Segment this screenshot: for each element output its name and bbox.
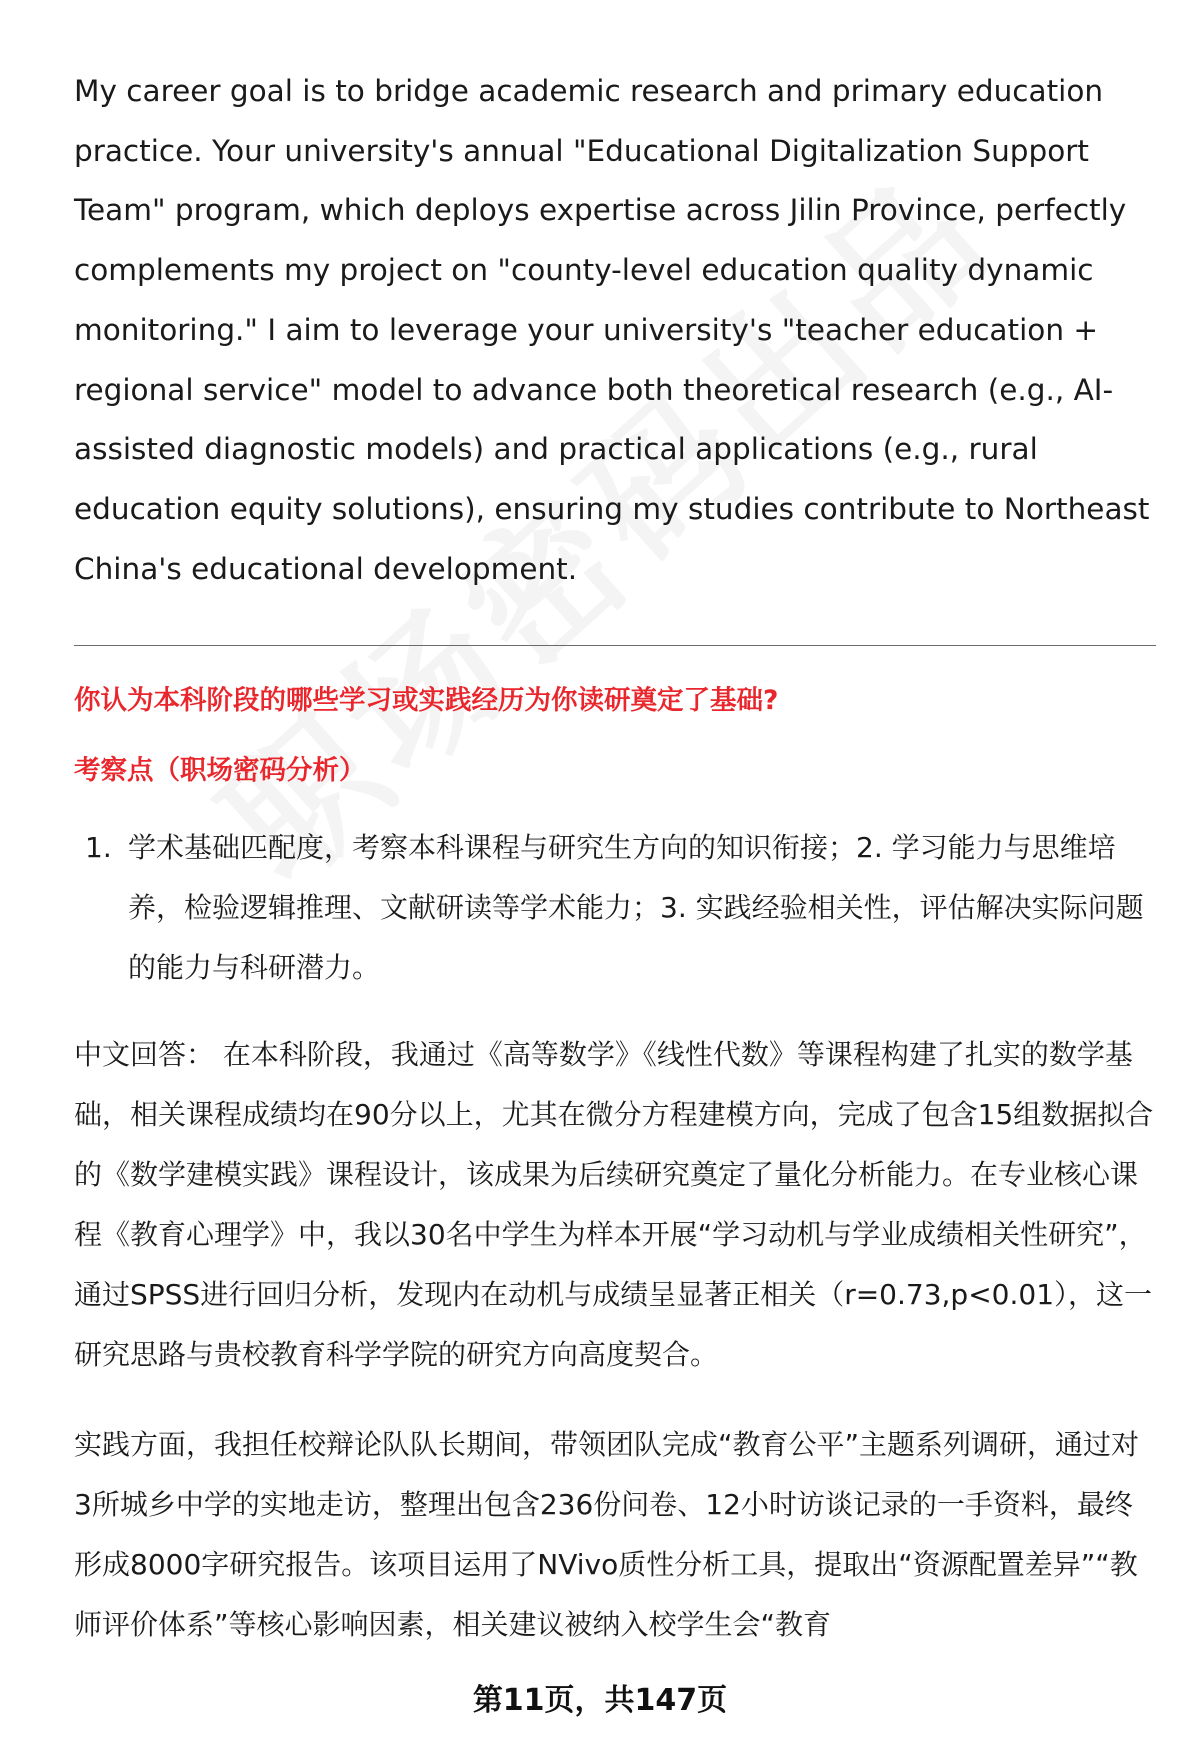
chinese-answer-text-1: 在本科阶段，我通过《高等数学》《线性代数》等课程构建了扎实的数学基础，相关课程成绩均在90分以上，尤其在微分方程建模方向，完成了包含15组数据拟合的《数学建模实践》课程设计，该成果为后续研究奠定了量化分析能力。在专业核心课程《教育心理学》中，我以30名中学生为样本开展“学习动机与学业成绩相关性研究”，通过SPSS进行回归分析，发现内在动机与成绩呈显著正相关（r=0.73,p<0.01），这一研究思路与贵校教育科学学院的研究方向高度契合。 [74, 1038, 1154, 1371]
chinese-answer-paragraph-2: 实践方面，我担任校辩论队队长期间，带领团队完成“教育公平”主题系列调研，通过对3所城乡中学的实地走访，整理出包含236份问卷、12小时访谈记录的一手资料，最终形成8000字研究报告。该项目运用了NVivo质性分析工具，提取出“资源配置差异”“教师评价体系”等核心影响因素，相关建议被纳入校学生会“教育 [74, 1428, 1140, 1641]
page-number-footer: 第11页，共147页 [472, 1683, 728, 1718]
english-answer-paragraph: My career goal is to bridge academic research and primary education practice. Your university's annual "Educational Digitalization Support Team" program, which deploys expertise across Jilin Province, perfectly complements my project on "county-level education quality dynamic monitoring." I aim to leverage your university's "teacher education + regional service" model to advance both theoretical research (e.g., AI-assisted diagnostic models) and practical applications (e.g., rural education equity solutions), ensuring my studies contribute to Northeast China's educational development. [74, 74, 1150, 586]
chinese-answer-paragraph-1 [74, 1025, 1156, 1385]
key-points-list [74, 818, 1156, 998]
english-answer-block [74, 62, 1156, 599]
question-heading: 你认为本科阶段的哪些学习或实践经历为你读研奠定了基础? [74, 685, 779, 716]
section-divider [74, 645, 1156, 646]
list-item-text: 学术基础匹配度，考察本科课程与研究生方向的知识衔接；2. 学习能力与思维培养，检验逻辑推理、文献研读等学术能力；3. 实践经验相关性，评估解决实际问题的能力与科研潜力。 [128, 831, 1144, 984]
chinese-answer-label: 中文回答： [74, 1038, 215, 1071]
key-points-heading: 考察点（职场密码分析） [74, 755, 366, 786]
list-item-number: 1. [85, 831, 112, 864]
list-item [74, 818, 1156, 998]
